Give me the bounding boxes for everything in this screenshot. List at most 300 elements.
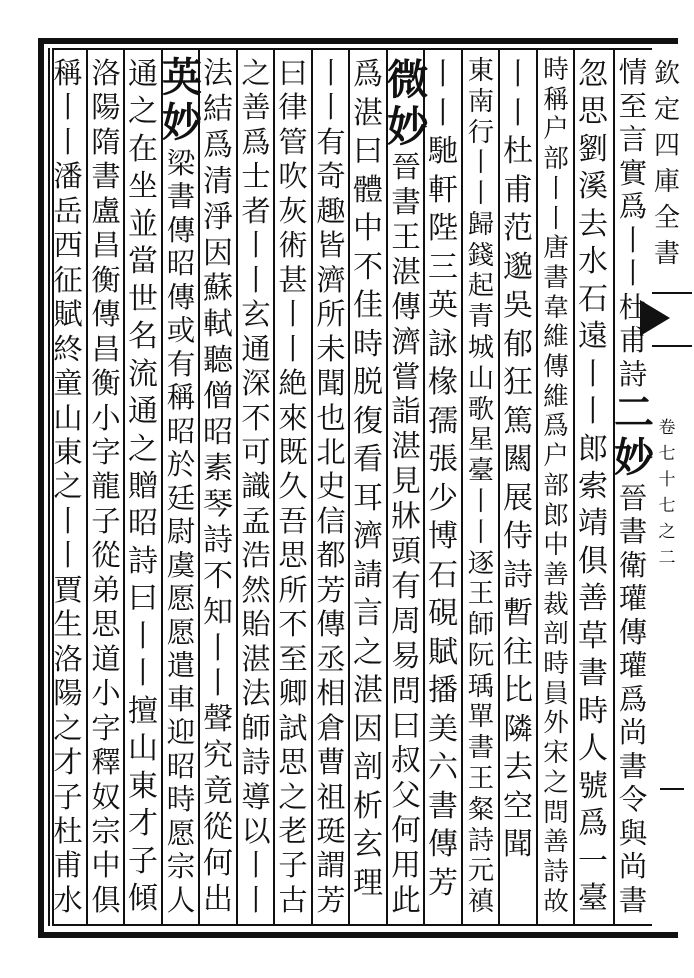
text-char: 時: [543, 55, 569, 85]
text-char: 人: [578, 731, 608, 767]
text-char: 北: [316, 434, 346, 469]
text-char: 詩: [203, 522, 233, 558]
text-char: 傳: [316, 607, 346, 642]
text-char: 妙: [387, 102, 429, 152]
text-char: 播: [428, 673, 458, 708]
text-char: 識: [241, 469, 271, 504]
text-char: 杜: [53, 813, 83, 848]
text-char: 孺: [428, 403, 458, 439]
text-char: 岳: [53, 193, 83, 228]
text-char: 妙: [614, 435, 654, 482]
text-char: 才: [53, 745, 83, 780]
text-char: 俱: [578, 543, 608, 579]
text-char: 詩: [128, 543, 158, 579]
text-char: 傳: [91, 297, 121, 332]
text-char: 張: [428, 442, 458, 477]
juan-char: 七: [658, 444, 676, 464]
title-char: 欽: [653, 59, 680, 89]
text-char: 郎: [578, 431, 608, 467]
text-char: 虞: [166, 548, 196, 582]
text-char: 浩: [241, 538, 271, 573]
text-char: 宗: [91, 813, 121, 848]
text-char: 龍: [91, 469, 121, 504]
text-char: 丨: [316, 56, 346, 90]
text-char: 善: [543, 559, 569, 590]
text-char: 濟: [391, 324, 421, 359]
text-char: 倉: [316, 710, 346, 745]
text-char: 石: [578, 281, 608, 317]
text-char: 析: [353, 788, 383, 824]
text-char: 竟: [203, 774, 233, 810]
text-char: 昌: [91, 331, 121, 366]
text-char: 也: [316, 400, 346, 435]
text-char: 曹: [316, 745, 346, 780]
text-char: 狂: [503, 365, 533, 400]
text-char: 子: [128, 843, 158, 879]
text-char: 名: [128, 319, 158, 355]
text-char: 丨: [53, 503, 83, 538]
juan-char: 二: [658, 548, 676, 568]
text-char: 侍: [503, 519, 533, 554]
text-char: 因: [203, 235, 233, 271]
text-char: 之: [128, 94, 158, 130]
text-char: 馳: [428, 134, 458, 169]
juan-number: [652, 415, 682, 571]
text-char: 才: [128, 806, 158, 842]
text-char: 丨: [241, 848, 271, 883]
text-char: 史: [316, 469, 346, 504]
text-char: 贈: [128, 468, 158, 504]
text-char: 單: [467, 702, 495, 733]
text-char: 時: [578, 693, 608, 729]
text-char: 看: [353, 442, 383, 477]
text-char: 詩: [467, 825, 495, 856]
text-char: 爲: [578, 806, 608, 842]
text-char: 然: [241, 572, 271, 607]
text-char: 思: [278, 538, 308, 573]
text-char: 傳: [166, 213, 196, 247]
text-char: 湛: [391, 254, 421, 289]
text-char: 愿: [166, 582, 196, 616]
text-char: 韋: [543, 292, 569, 323]
text-char: 妙: [162, 100, 202, 147]
text-char: 遣: [166, 649, 196, 683]
text-char: 奴: [91, 779, 121, 814]
text-char: 爲: [543, 411, 569, 442]
text-char: 坐: [128, 169, 158, 205]
text-char: 僧: [203, 379, 233, 415]
text-char: 周: [391, 603, 421, 638]
text-char: 丨: [467, 517, 495, 548]
text-char: 錢: [467, 240, 495, 271]
text-char: 丨: [467, 486, 495, 517]
text-char: 外: [543, 708, 569, 739]
text-char: 貽: [241, 607, 271, 642]
text-char: 傳: [543, 352, 569, 383]
text-char: 所: [316, 297, 346, 332]
text-char: 尉: [166, 515, 196, 549]
text-char: 體: [353, 172, 383, 208]
text-char: 吾: [278, 503, 308, 538]
text-char: 令: [618, 783, 648, 817]
text-char: 衡: [91, 366, 121, 401]
text-char: 爲: [241, 124, 271, 159]
text-char: 於: [166, 448, 196, 482]
text-char: 思: [91, 607, 121, 642]
text-char: 至: [278, 641, 308, 676]
text-char: 實: [618, 156, 648, 190]
text-char: 子: [278, 848, 308, 883]
text-char: 丨: [278, 297, 308, 332]
text-char: 時: [353, 326, 383, 362]
text-char: 篤: [503, 403, 533, 439]
text-char: 部: [543, 470, 569, 501]
text-char: 導: [241, 779, 271, 814]
text-char: 丨: [428, 95, 458, 131]
text-char: 書: [428, 788, 458, 824]
text-char: 山: [53, 400, 83, 435]
text-char: 童: [53, 366, 83, 401]
text-char: 書: [618, 883, 648, 917]
text-char: 祖: [316, 779, 346, 814]
text-char: 部: [543, 144, 569, 175]
text-char: 與: [618, 816, 648, 850]
text-char: 濟: [353, 519, 383, 554]
text-column: [124, 56, 162, 917]
text-char: 結: [203, 91, 233, 127]
text-char: 之: [128, 431, 158, 467]
text-char: 遠: [578, 319, 608, 355]
text-column: [162, 56, 200, 917]
text-char: 維: [543, 381, 569, 412]
text-char: 終: [53, 331, 83, 366]
text-char: 以: [241, 813, 271, 848]
text-char: 愿: [166, 816, 196, 850]
text-char: 丨: [53, 538, 83, 573]
text-char: 員: [543, 678, 569, 709]
text-char: 問: [391, 673, 421, 708]
text-char: 法: [203, 56, 233, 91]
text-char: 芳: [316, 572, 346, 607]
text-char: 杜: [503, 134, 533, 169]
text-char: 椽: [428, 365, 458, 400]
text-char: 皆: [316, 228, 346, 263]
text-char: 美: [428, 711, 458, 747]
text-char: 從: [91, 538, 121, 573]
text-char: 丨: [128, 656, 158, 692]
text-char: 之: [543, 767, 569, 798]
text-char: 問: [543, 797, 569, 828]
text-char: 聲: [203, 702, 233, 738]
text-char: 洛: [91, 56, 121, 90]
text-char: 青: [467, 302, 495, 333]
text-char: 善: [578, 581, 608, 617]
text-char: 聞: [316, 366, 346, 401]
text-char: 人: [166, 883, 196, 917]
text-char: 賦: [53, 297, 83, 332]
text-char: 邈: [503, 249, 533, 285]
text-column: [462, 56, 500, 918]
text-char: 時: [166, 783, 196, 817]
text-char: 出: [203, 881, 233, 917]
text-char: 字: [91, 710, 121, 745]
text-char: 爲: [353, 57, 383, 92]
text-char: 術: [278, 228, 308, 263]
text-char: 裁: [543, 589, 569, 620]
text-char: 征: [53, 262, 83, 297]
text-char: 陽: [91, 90, 121, 125]
text-char: 小: [91, 400, 121, 435]
text-char: 相: [316, 676, 346, 711]
text-char: 謂: [316, 848, 346, 883]
title-char: 定: [653, 95, 680, 125]
text-char: 佳: [353, 288, 383, 323]
text-column: [387, 55, 429, 918]
text-char: 有: [391, 568, 421, 603]
text-char: 律: [278, 90, 308, 125]
text-char: 郁: [503, 326, 533, 362]
text-char: 草: [578, 618, 608, 654]
text-char: 曰: [353, 134, 383, 169]
text-char: 瓘: [618, 649, 648, 683]
text-char: 王: [391, 220, 421, 255]
text-char: 之: [53, 469, 83, 504]
text-char: 中: [353, 211, 383, 246]
text-char: 善: [543, 827, 569, 858]
juan-char: 卷: [658, 418, 676, 438]
text-char: 曰: [278, 56, 308, 90]
text-char: 中: [91, 848, 121, 883]
text-char: 曰: [128, 581, 158, 617]
text-char: 湛: [241, 641, 271, 676]
text-char: 書: [618, 515, 648, 549]
text-char: 流: [128, 356, 158, 392]
text-char: 法: [241, 676, 271, 711]
text-char: 逐: [467, 548, 495, 579]
text-char: 中: [543, 530, 569, 561]
text-char: 曰: [391, 708, 421, 743]
text-char: 歸: [467, 209, 495, 240]
text-char: 迎: [166, 716, 196, 750]
text-char: 久: [278, 469, 308, 504]
text-char: 宗: [166, 850, 196, 884]
text-char: 昭: [166, 414, 196, 448]
text-char: 唐: [543, 233, 569, 264]
text-char: 不: [278, 607, 308, 642]
text-char: 杜: [618, 290, 648, 324]
text-char: 硯: [428, 596, 458, 631]
text-char: 蘇: [203, 271, 233, 307]
text-column: [574, 56, 612, 917]
text-char: 所: [278, 572, 308, 607]
text-char: 丨: [578, 356, 608, 392]
text-char: 丨: [618, 223, 648, 257]
text-char: 起: [467, 271, 495, 302]
text-char: 既: [278, 434, 308, 469]
text-char: 詩: [543, 856, 569, 887]
text-char: 詩: [241, 745, 271, 780]
text-char: 軒: [428, 172, 458, 208]
text-char: 或: [166, 314, 196, 348]
text-char: 何: [203, 845, 233, 881]
text-char: 頭: [391, 534, 421, 569]
text-char: 宋: [543, 738, 569, 769]
text-char: 素: [203, 450, 233, 486]
text-char: 維: [543, 322, 569, 353]
text-char: 何: [391, 813, 421, 848]
text-char: 思: [278, 745, 308, 780]
text-char: 丞: [316, 641, 346, 676]
text-char: 西: [53, 228, 83, 263]
text-char: 丨: [241, 882, 271, 917]
text-char: 傳: [391, 289, 421, 324]
text-char: 行: [467, 117, 495, 148]
text-char: 究: [203, 738, 233, 774]
text-char: 東: [128, 768, 158, 804]
text-char: 丨: [203, 630, 233, 666]
text-char: 博: [428, 519, 458, 554]
text-char: 耳: [353, 480, 383, 516]
text-char: 湛: [353, 95, 383, 131]
text-char: 思: [578, 94, 608, 130]
text-char: 歌: [467, 394, 495, 425]
text-char: 時: [543, 649, 569, 680]
juan-char: 之: [658, 522, 676, 542]
text-char: 通: [128, 394, 158, 430]
text-char: 者: [241, 193, 271, 228]
text-char: 剖: [353, 750, 383, 785]
text-char: 甫: [53, 848, 83, 883]
text-char: 理: [353, 865, 383, 901]
text-char: 石: [428, 557, 458, 593]
text-char: 湛: [353, 673, 383, 708]
text-char: 空: [503, 788, 533, 824]
text-char: 粲: [467, 794, 495, 825]
text-char: 范: [503, 211, 533, 246]
text-char: 灰: [278, 193, 308, 228]
text-char: 元: [467, 856, 495, 887]
text-char: 釋: [91, 745, 121, 780]
text-char: 丨: [241, 228, 271, 263]
text-char: 陛: [428, 211, 458, 246]
text-char: 生: [53, 607, 83, 642]
text-char: 玄: [353, 827, 383, 862]
text-char: 星: [467, 425, 495, 456]
text-char: 隣: [503, 711, 533, 747]
margin-rule-bottom: [652, 345, 692, 347]
text-char: 請: [353, 557, 383, 593]
text-char: 脱: [353, 365, 383, 400]
text-char: 王: [467, 579, 495, 610]
text-char: 見: [391, 464, 421, 499]
text-char: 知: [203, 594, 233, 630]
text-char: 絶: [278, 366, 308, 401]
text-char: 從: [203, 810, 233, 846]
text-char: 通: [128, 57, 158, 92]
text-char: 書: [578, 656, 608, 692]
text-char: 丨: [53, 90, 83, 125]
text-char: 索: [578, 468, 608, 504]
juan-char: 七: [658, 496, 676, 516]
text-char: 去: [578, 206, 608, 242]
text-char: 不: [353, 249, 383, 285]
text-char: 爲: [618, 682, 648, 716]
text-char: 瓘: [618, 582, 648, 616]
text-char: 東: [53, 434, 83, 469]
text-char: 户: [543, 441, 569, 472]
text-char: 水: [578, 244, 608, 280]
text-char: 來: [278, 400, 308, 435]
text-char: 昭: [166, 749, 196, 783]
text-char: 丨: [278, 331, 308, 366]
text-column: [349, 56, 387, 903]
text-char: 管: [278, 124, 308, 159]
text-char: 臺: [467, 456, 495, 487]
text-char: 聽: [203, 343, 233, 379]
text-char: 六: [428, 750, 458, 785]
margin-tick: [660, 788, 684, 790]
text-char: 書: [166, 180, 196, 214]
text-char: 湛: [391, 429, 421, 464]
text-char: 書: [91, 159, 121, 194]
text-char: 言: [353, 596, 383, 631]
text-char: 洛: [53, 641, 83, 676]
text-char: 劉: [578, 131, 608, 167]
text-char: 並: [128, 206, 158, 242]
text-char: 丨: [316, 90, 346, 125]
text-char: 淨: [203, 199, 233, 235]
text-char: 古: [278, 882, 308, 917]
text-char: 用: [391, 848, 421, 883]
text-char: 丨: [543, 203, 569, 234]
text-char: 丨: [467, 148, 495, 179]
text-char: 趣: [316, 193, 346, 228]
text-char: 道: [91, 641, 121, 676]
text-char: 剖: [543, 619, 569, 650]
text-char: 號: [578, 768, 608, 804]
text-char: 瑀: [467, 671, 495, 702]
text-char: 展: [503, 480, 533, 516]
text-char: 清: [203, 163, 233, 199]
text-char: 老: [278, 813, 308, 848]
text-char: 隋: [91, 124, 121, 159]
text-column: [424, 56, 462, 903]
text-char: 微: [387, 55, 429, 104]
text-char: 晉: [391, 150, 421, 185]
text-char: 爲: [618, 190, 648, 224]
text-char: 傳: [428, 827, 458, 862]
text-char: 丨: [578, 394, 608, 430]
text-char: 二: [614, 390, 654, 437]
text-char: 丨: [203, 666, 233, 702]
text-char: 户: [543, 114, 569, 145]
text-char: 城: [467, 333, 495, 364]
title-char: 四: [653, 131, 680, 161]
text-char: 父: [391, 778, 421, 813]
text-char: 擅: [128, 693, 158, 729]
text-char: 丨: [428, 57, 458, 92]
text-char: 小: [91, 676, 121, 711]
text-char: 牀: [391, 499, 421, 534]
text-char: 丨: [128, 618, 158, 654]
text-char: 昭: [128, 506, 158, 542]
text-char: 信: [316, 503, 346, 538]
text-char: 吹: [278, 159, 308, 194]
text-column: [87, 56, 125, 917]
book-title: [652, 56, 682, 272]
text-char: 不: [203, 558, 233, 594]
text-char: 盧: [91, 193, 121, 228]
